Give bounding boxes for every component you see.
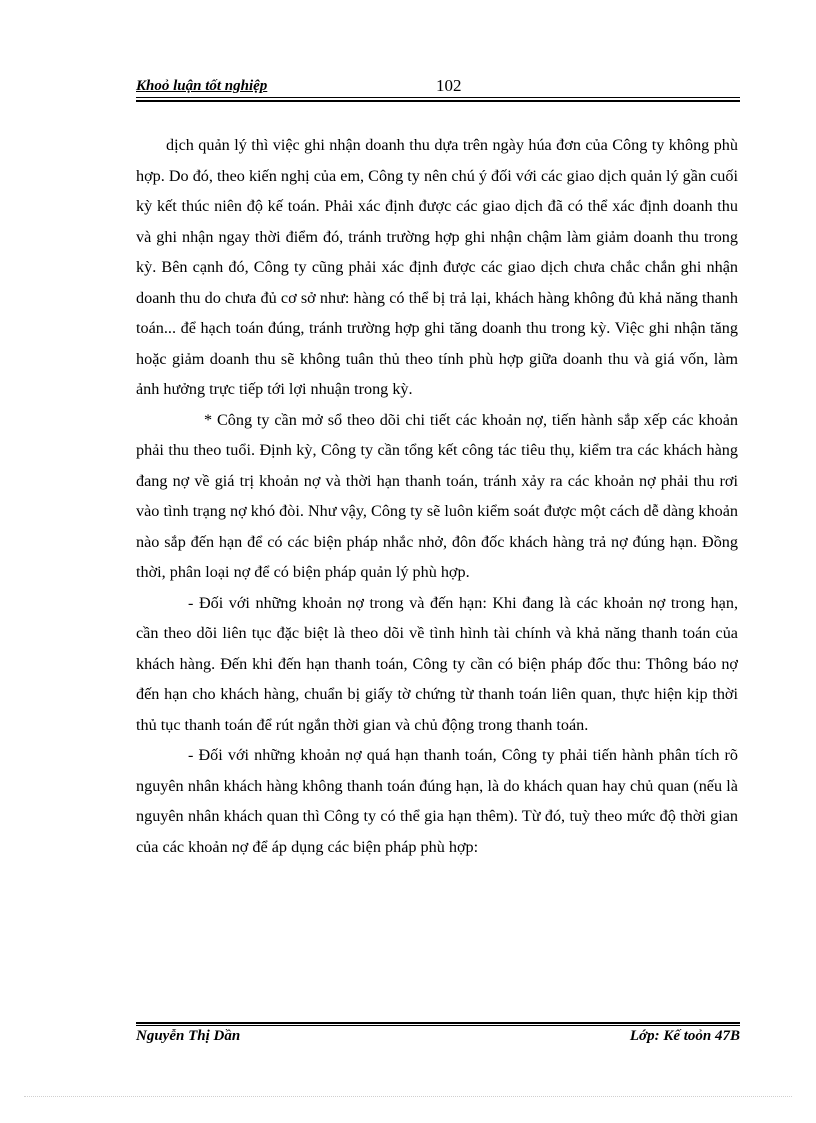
header-rule-thin	[136, 97, 740, 98]
page-number: 102	[436, 76, 462, 95]
footer-rule-thick	[136, 1022, 740, 1024]
body-text	[136, 130, 738, 862]
page-edge-dotted-line	[24, 1096, 792, 1097]
paragraph-4: - Đối với những khoản nợ quá hạn thanh toán, Công ty phải tiến hành phân tích rõ nguyên nhân khách hàng không thanh toán đúng hạn, là do khách quan hay chủ quan (nếu là nguyên nhân khách quan thì Công ty có thể gia hạn thêm). Từ đó, tuỳ theo mức độ thời gian của các khoản nợ để áp dụng các biện pháp phù hợp:	[136, 746, 738, 856]
header-rule-thick	[136, 100, 740, 102]
header-title: Khoỏ luận tốt nghiệp	[136, 78, 268, 94]
footer-rule-thin	[136, 1025, 740, 1026]
paragraph-3: - Đối với những khoản nợ trong và đến hạn: Khi đang là các khoản nợ trong hạn, cần theo dõi liên tục đặc biệt là theo dõi về tình hình tài chính và khả năng thanh toán của khách hàng. Đến khi đến hạn thanh toán, Công ty cần có biện pháp đốc thu: Thông báo nợ đến hạn cho khách hàng, chuẩn bị giấy tờ chứng từ thanh toán liên quan, thực hiện kịp thời thủ tục thanh toán để rút ngắn thời gian và chủ động trong thanh toán.	[136, 593, 738, 734]
footer-class: Lớp: Kế toỏn 47B	[629, 1028, 740, 1044]
paragraph-2: * Công ty cần mở sổ theo dõi chi tiết các khoản nợ, tiến hành sắp xếp các khoản phải thu theo tuổi. Định kỳ, Công ty cần tổng kết công tác tiêu thụ, kiểm tra các khách hàng đang nợ về giá trị khoản nợ và thời hạn thanh toán, tránh xảy ra các khoản nợ phải thu rơi vào tình trạng nợ khó đòi. Như vậy, Công ty sẽ luôn kiểm soát được một cách dễ dàng khoản nào sắp đến hạn để có các biện pháp nhắc nhở, đôn đốc khách hàng trả nợ đúng hạn. Đồng thời, phân loại nợ để có biện pháp quản lý phù hợp.	[136, 410, 738, 581]
footer-author: Nguyễn Thị Dần	[136, 1028, 241, 1044]
paragraph-1: dịch quản lý thì việc ghi nhận doanh thu dựa trên ngày húa đơn của Công ty không phù hợp. Do đó, theo kiến nghị của em, Công ty nên chú ý đối với các giao dịch quản lý gần cuối kỳ kết thúc niên độ kế toán. Phải xác định được các giao dịch đã có thể xác định doanh thu và ghi nhận ngay thời điểm đó, tránh trường hợp ghi nhận chậm làm giảm doanh thu trong kỳ. Bên cạnh đó, Công ty cũng phải xác định được các giao dịch chưa chắc chắn ghi nhận doanh thu do chưa đủ cơ sở như: hàng có thể bị trả lại, khách hàng không đủ khả năng thanh toán... để hạch toán đúng, tránh trường hợp ghi tăng doanh thu trong kỳ. Việc ghi nhận tăng hoặc giảm doanh thu sẽ không tuân thủ theo tính phù hợp giữa doanh thu và giá vốn, làm ảnh hưởng trực tiếp tới lợi nhuận trong kỳ.	[136, 136, 738, 398]
